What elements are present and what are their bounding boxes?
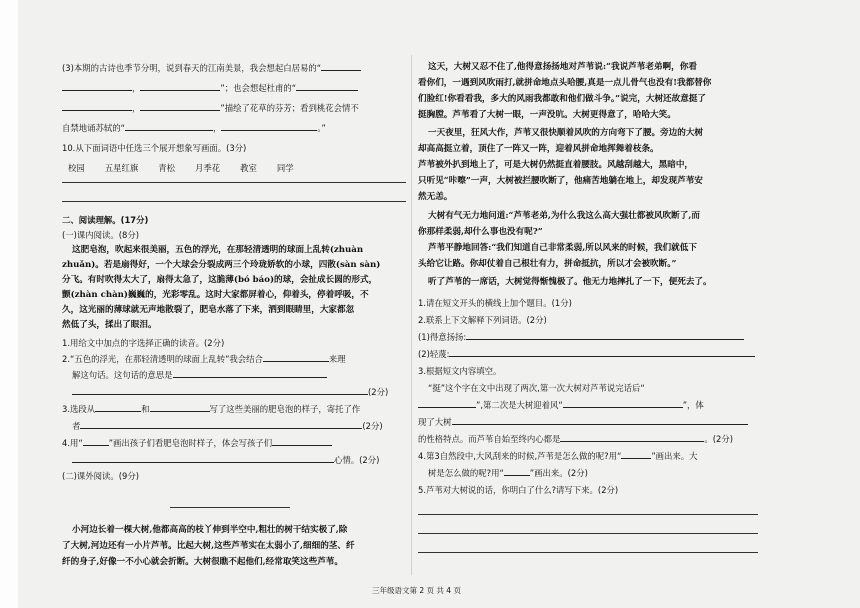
extra-q3-text: “挺”这个字在文中出现了两次,第一次大树对芦苇说完话后“	[428, 383, 645, 393]
reading-q3-text: 者	[72, 421, 81, 431]
reading-q4-line2	[72, 454, 379, 466]
passage-line: 纤的身子,好像一不小心就会折断。大树很瞧不起他们,经常取笑这些芦苇。	[62, 557, 343, 567]
title-blank[interactable]	[170, 507, 290, 508]
reading-q2-line1	[62, 353, 346, 365]
writing-line[interactable]	[418, 514, 758, 515]
q10-word: 教室	[240, 163, 257, 173]
extra-q2-2	[418, 348, 755, 360]
passage-line: 们脸红!你看看我，多大的风雨我都敢和他们做斗争。”说完，大树还故意挺了	[418, 94, 707, 104]
reading-q3-line1	[62, 403, 360, 415]
passage-line: 芦苇平静地回答:“我们知道自己非常柔弱,所以风来的时候，我们就低下	[428, 243, 697, 253]
q10-prompt: 10.从下面词语中任选三个展开想象写画面。(3分)	[62, 143, 247, 153]
extra-q3-line3	[418, 416, 748, 428]
passage-line: 头给它让路。你却仗着自己根壮有力，拼命抵抗，所以才会被吹断。”	[418, 259, 677, 269]
answer-blank[interactable]	[321, 62, 361, 71]
passage-line: 然低了头，揉出了眼泪。	[62, 320, 157, 330]
extra-q4-text: ”画出来。大	[651, 451, 698, 461]
extra-q4-line1	[418, 450, 698, 462]
passage-line: 这肥皂泡，吹起来很美丽，五色的浮光，在那轻清透明的球面上乱转(zhuàn	[72, 245, 364, 255]
q9-3-text: 。”	[317, 123, 326, 133]
part1-title: (一)课内阅读。(8分)	[62, 230, 140, 240]
answer-blank[interactable]	[221, 122, 317, 131]
reading-q4-line1	[62, 437, 332, 449]
reading-q2-line3	[72, 386, 388, 398]
passage-line: 了大树,河边还有一小片芦苇。比起大树,这些芦苇实在太弱小了,细细的茎、纤	[62, 541, 355, 551]
reading-q2-line2	[72, 369, 327, 381]
passage-line: 一天夜里，狂风大作，芦苇又很快顺着风吹的方向弯下了腰。旁边的大树	[428, 128, 704, 138]
answer-blank[interactable]	[296, 82, 358, 91]
extra-q5: 5.芦苇对大树说的话，你明白了什么?请写下来。(2分)	[418, 485, 619, 495]
passage-line: zhuǎn)。若是扇得好，一个大球会分裂成两三个玲珑娇软的小球，四散(sàn sàn)	[62, 260, 381, 270]
extra-q4-text: ”画出来。(2分)	[529, 468, 588, 478]
extra-q2-1	[418, 331, 744, 343]
page-margin	[0, 0, 18, 608]
q10-word: 同学	[276, 163, 294, 173]
passage-line: 看你们，一遇到风吹雨打,就拼命地点头哈腰,真是一点儿骨气也没有!我都替你	[418, 78, 712, 88]
passage-line: 小河边长着一棵大树,他都高高的枝丫伸到半空中,粗壮的树干结实极了,除	[72, 525, 348, 535]
extra-q2-1-label: (1)得意扬扬:	[418, 332, 467, 342]
score-label: (2分)	[362, 421, 383, 431]
part2-title: (二)课外阅读。(9分)	[62, 471, 140, 481]
q9-3-text: ”描绘了花草的芬芳；看到桃花会情不	[220, 103, 359, 113]
extra-q4-line2	[428, 467, 588, 479]
extra-q4-text: 树是怎么做的呢?用“	[428, 468, 504, 478]
passage-line: 然无恙。	[418, 192, 453, 202]
answer-blank[interactable]	[466, 331, 744, 340]
answer-blank[interactable]	[95, 403, 141, 412]
page-footer: 三年级语文第 2 页 共 4 页	[372, 586, 461, 595]
q10-word: 校园	[68, 163, 85, 173]
passage-line: 颤(zhàn chàn)巍巍的，光彩零乱。这时大家都屏着心，仰着头，停着呼吸，不	[62, 290, 369, 300]
answer-blank[interactable]	[272, 437, 332, 446]
q9-3-text: ”；也会想起杜甫的“	[220, 83, 297, 93]
reading-q3-text: 写了这些美丽的肥皂泡的样子，寄托了作	[209, 404, 361, 414]
extra-q2-2-label: (2)轻蔑:	[418, 349, 450, 359]
reading-q3-line2	[72, 420, 383, 432]
extra-q3: 3.根据短文内容填空。	[418, 366, 502, 376]
answer-blank[interactable]	[125, 122, 213, 131]
answer-blank[interactable]	[140, 102, 220, 111]
passage-line: 听了芦苇的一席话，大树觉得惭愧极了。他无力地摔扎了一下，便死去了。	[428, 277, 712, 287]
answer-blank[interactable]	[263, 353, 329, 362]
q10-word-list	[68, 162, 314, 174]
q9-3-line3: ， ”描绘了花草的芬芳；看到桃花会情不	[62, 102, 359, 114]
extra-q3-text: ”,第二次是大树迎着风“	[476, 400, 563, 410]
extra-q1: 1.请在短文开头的横线上加个题目。(1分)	[418, 298, 572, 308]
extra-q3-text: 现了大树	[418, 417, 452, 427]
extra-q3-line2	[418, 399, 704, 411]
extra-q4-text: 4.第3自然段中,大风刮来的时候,芦苇是怎么做的呢?用“	[418, 451, 622, 461]
reading-q1: 1.用给文中加点的字选择正确的读音。(2分)	[62, 338, 225, 348]
q10-word: 青松	[158, 163, 175, 173]
reading-q2-text: 解这句话。这句话的意思是	[72, 370, 173, 380]
passage-line: 你那样柔弱,却什么事也没有呢?”	[418, 227, 543, 237]
passage-line: 却高高挺立着，顶住了一阵又一阵，迎着风拼命地挥舞着枝条。	[418, 144, 659, 154]
q10-word: 五星红旗	[104, 163, 139, 173]
reading-q2-text: 2.“五色的浮光，在那轻清透明的球面上乱转”我会结合	[62, 354, 263, 364]
extra-q3-line1	[428, 382, 645, 394]
score-label: 。(2分)	[704, 434, 733, 444]
answer-blank[interactable]	[150, 403, 210, 412]
passage-line: 大树有气无力地问道:“芦苇老弟,为什么我这么高大强壮都被风吹断了,而	[428, 211, 700, 221]
page-fold	[411, 55, 412, 575]
reading-q4-text: 4.用“	[62, 438, 83, 448]
answer-blank[interactable]	[621, 450, 651, 459]
passage-line: 分飞。有时吹得太大了，扇得太急了，这脆薄(bó báo)的球，会扯成长圆的形式，	[62, 275, 378, 285]
reading-q4-text: ”画出孩子们看肥皂泡时样子，体会写孩子们	[108, 438, 273, 448]
writing-line[interactable]	[418, 533, 758, 534]
reading-q4-text: 心情。(2分)	[334, 455, 380, 465]
answer-blank[interactable]	[83, 437, 109, 446]
extra-q3-text: ”，体	[682, 400, 704, 410]
q9-3-text: 自禁地诵苏轼的“	[62, 123, 125, 133]
answer-blank[interactable]	[80, 420, 362, 429]
answer-blank[interactable]	[173, 369, 327, 378]
writing-line[interactable]	[418, 552, 758, 553]
extra-q3-text: 的性格特点。而芦苇自始至终内心都是	[418, 434, 561, 444]
reading-q3-text: 3.选段从	[62, 404, 96, 414]
q10-word: 月季花	[195, 163, 221, 173]
q9-3-line1	[62, 62, 361, 74]
reading-q2-text: 来理	[328, 354, 346, 364]
answer-blank[interactable]	[418, 399, 476, 408]
reading-q3-text: 和	[141, 404, 150, 414]
answer-blank[interactable]	[140, 82, 220, 91]
writing-line[interactable]	[62, 201, 406, 202]
answer-blank[interactable]	[560, 433, 704, 442]
answer-blank[interactable]	[72, 386, 368, 395]
answer-blank[interactable]	[452, 416, 748, 425]
answer-blank[interactable]	[563, 399, 683, 408]
passage-line: 久，这光丽的薄球就无声地散裂了，肥皂水落了下来，洒到眼睛里，大家都忽	[62, 305, 355, 315]
answer-blank[interactable]	[504, 467, 530, 476]
passage-line: 芦苇被外扒到地上了，可是大树仍然挺直着腰肢。风越刮越大，黑暗中，	[418, 160, 694, 170]
q9-3-line2: ， ”；也会想起杜甫的“	[62, 82, 358, 94]
passage-line: 这天，大树又忍不住了,他得意扬扬地对芦苇说:“我说芦苇老弟啊，你看	[428, 62, 697, 72]
answer-blank[interactable]	[62, 82, 132, 91]
extra-q3-line4	[418, 433, 733, 445]
section-reading-title: 二、阅读理解。(17分)	[62, 215, 149, 225]
q9-3-line4: 自禁地诵苏轼的“ ， 。”	[62, 123, 326, 133]
answer-blank[interactable]	[449, 348, 755, 357]
extra-q2: 2.联系上下文解释下列词语。(2分)	[418, 315, 547, 325]
writing-line[interactable]	[62, 182, 406, 183]
passage-line: 挺胸膛。芦苇看了大树一眼，一声没吭。大树更得意了，哈哈大笑。	[418, 110, 676, 120]
score-label: (2分)	[368, 387, 389, 397]
answer-blank[interactable]	[62, 102, 132, 111]
answer-blank[interactable]	[72, 454, 334, 463]
passage-line: 只听见“咔嚓”一声，大树被拦腰吹断了，他痛苦地躺在地上，却发现芦苇安	[418, 176, 703, 186]
q9-3-text: (3)本期的古诗也季节分明，说到春天的江南美景，我会想起白居易的“	[62, 63, 322, 73]
